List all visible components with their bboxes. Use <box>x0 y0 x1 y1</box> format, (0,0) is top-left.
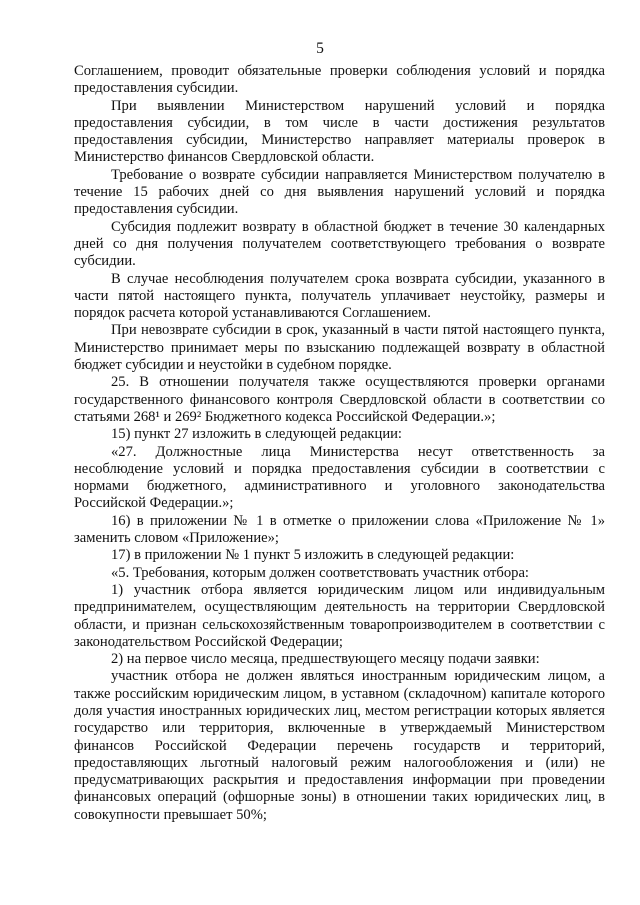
paragraph: «27. Должностные лица Министерства несут ответственность за несоблюдение условий и порядка предоставления субсидии в соответствии с нормами бюджетного, административного и уголовного законодательства Российской Федерации.»; <box>74 443 605 512</box>
page-number: 5 <box>316 40 324 57</box>
paragraph: В случае несоблюдения получателем срока возврата субсидии, указанного в части пятой настоящего пункта, получатель уплачивает неустойку, размеры и порядок расчета которой устанавливаются Соглашением. <box>74 270 605 322</box>
document-body <box>74 63 605 824</box>
paragraph: 1) участник отбора является юридическим лицом или индивидуальным предпринимателем, осуществляющим деятельность на территории Свердловской области, и признан сельскохозяйственным товаропроизводителем в соответствии с законодательством Российской Федерации; <box>74 581 605 650</box>
paragraph: Соглашением, проводит обязательные проверки соблюдения условий и порядка предоставления субсидии. <box>74 63 605 97</box>
paragraph: Требование о возврате субсидии направляется Министерством получателю в течение 15 рабочих дней со дня выявления нарушений условий и порядка предоставления субсидии. <box>74 166 605 218</box>
paragraph: «5. Требования, которым должен соответствовать участник отбора: <box>111 564 529 581</box>
paragraph: При выявлении Министерством нарушений условий и порядка предоставления субсидии, в том числе в части достижения результатов предоставления субсидии, Министерство направляет материалы проверок в Министерство финансов Свердловской области. <box>74 97 605 166</box>
paragraph: участник отбора не должен являться иностранным юридическим лицом, а также российским юридическим лицом, в уставном (складочном) капитале которого доля участия иностранных юридических лиц, местом регистрации которых является государство или территория, включенные в утверждаемый Министерством финансов Российской Федерации перечень государств и территорий, предоставляющих льготный налоговый режим налогообложения и (или) не предусматривающих раскрытия и предоставления информации при проведении финансовых операций (офшорные зоны) в отношении таких юридических лиц, в совокупности превышает 50%; <box>74 668 605 823</box>
paragraph: 16) в приложении № 1 в отметке о приложении слова «Приложение № 1» заменить словом «Приложение»; <box>74 512 605 547</box>
paragraph: При невозврате субсидии в срок, указанный в части пятой настоящего пункта, Министерство принимает меры по взысканию подлежащей возврату в областной бюджет субсидии и неустойки в судебном порядке. <box>74 322 605 374</box>
paragraph: 25. В отношении получателя также осуществляются проверки органами государственного финансового контроля Свердловской области в соответствии со статьями 268¹ и 269² Бюджетного кодекса Российской Федерации.»; <box>74 374 605 425</box>
paragraph: 2) на первое число месяца, предшествующего месяцу подачи заявки: <box>111 651 540 668</box>
paragraph: Субсидия подлежит возврату в областной бюджет в течение 30 календарных дней со дня получения получателем соответствующего требования о возврате субсидии. <box>74 218 605 270</box>
paragraph: 15) пункт 27 изложить в следующей редакции: <box>111 426 402 443</box>
paragraph: 17) в приложении № 1 пункт 5 изложить в следующей редакции: <box>111 547 515 564</box>
